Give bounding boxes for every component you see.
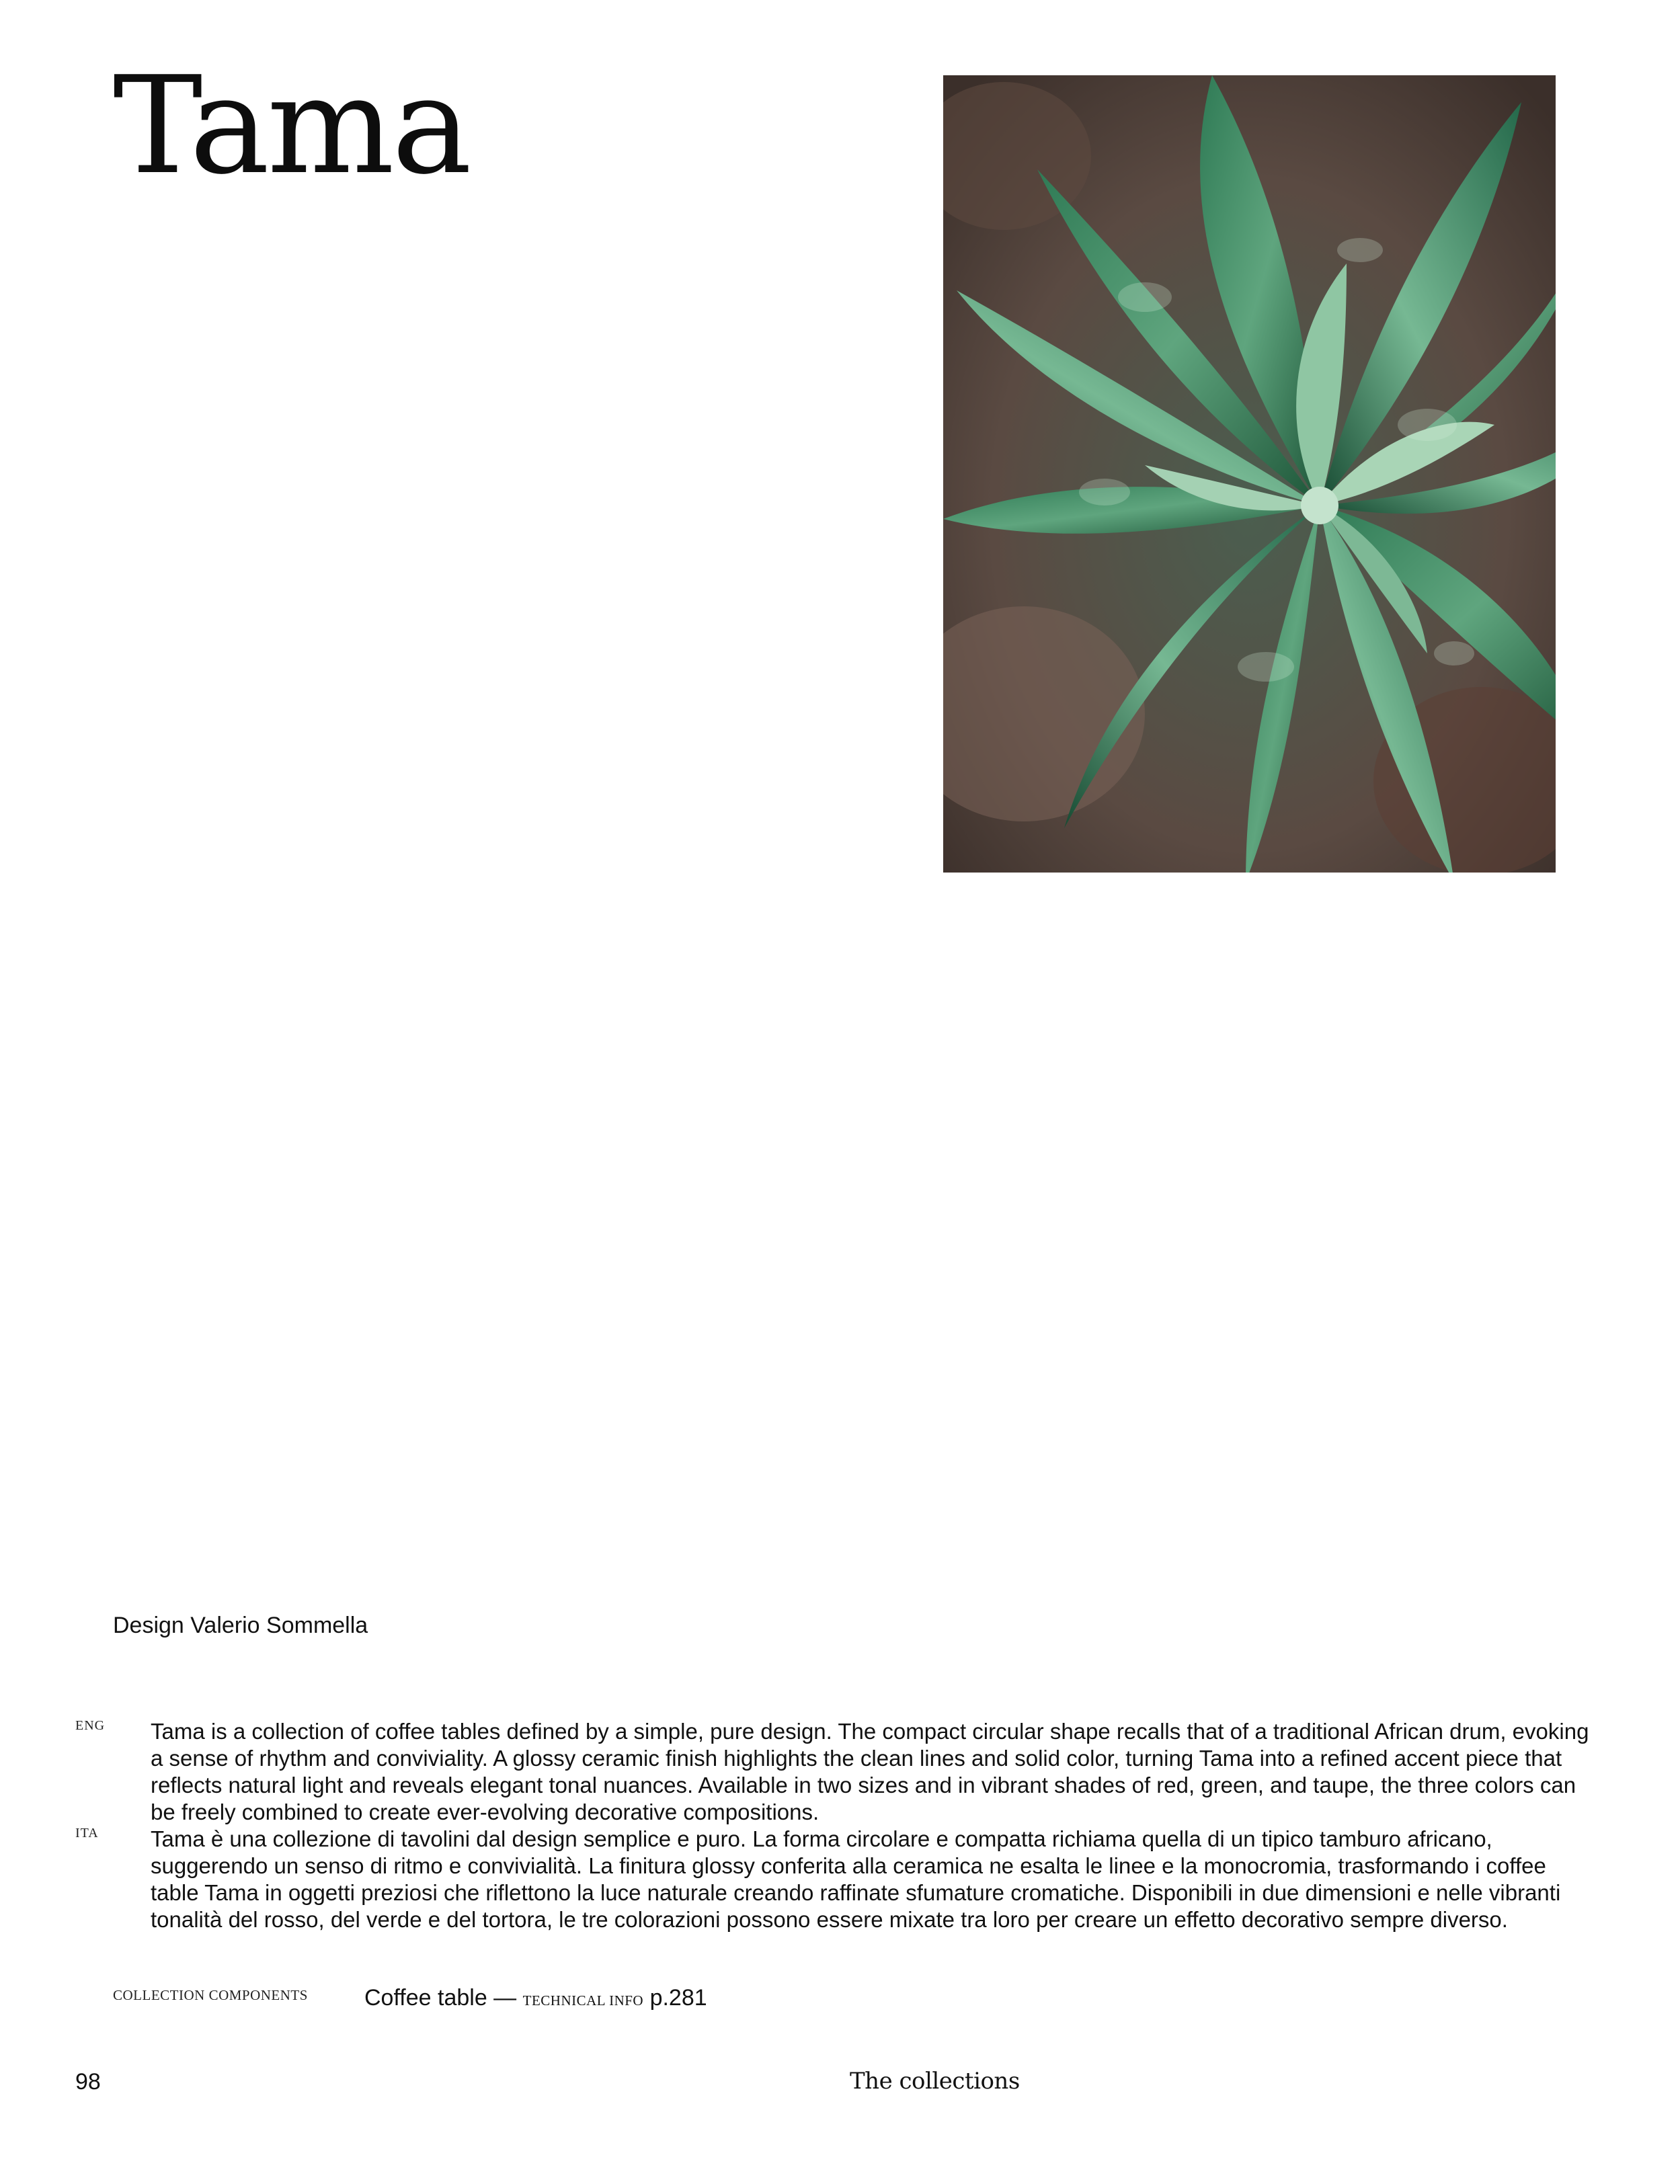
component-item: Coffee table — [364,1985,517,2011]
description-english: Tama is a collection of coffee tables defined by a simple, pure design. The compact circular shape recalls that of a traditional African drum, evoking a sense of rhythm and conviviality. A glossy ceramic finish highlights the clean lines and solid color, turning Tama into a refined accent piece that reflects natural light and reveals elegant tonal nuances. Available in two sizes and in vibrant shades of red, green, and taupe, the three colors can be freely combined to create ever-evolving decorative compositions. [151,1719,1589,1824]
page-title: Tama [113,48,469,204]
collection-components-label: COLLECTION COMPONENTS [113,1987,308,2003]
page-number: 98 [75,2069,101,2095]
technical-info-label: TECHNICAL INFO [522,1992,644,2009]
designer-credit: Design Valerio Sommella [113,1613,368,1638]
language-tag-eng: ENG [75,1718,106,1733]
agave-plant-photo [943,75,1556,873]
section-title: The collections [850,2068,1020,2095]
language-tag-ita: ITA [75,1826,99,1841]
technical-info-page-ref[interactable]: p.281 [649,1985,707,2011]
agave-illustration [943,75,1556,873]
collection-components [364,1983,707,2015]
description-italian: Tama è una collezione di tavolini dal design semplice e puro. La forma circolare e compatta richiama quella di un tipico tamburo africano, suggerendo un senso di ritmo e convivialità. La finitura glossy conferita alla ceramica ne esalta le linee e la monocromia, trasformando i coffee table Tama in oggetti preziosi che riflettono la luce naturale creando raffinate sfumature cromatiche. Disponibili in due dimensioni e nelle vibranti tonalità del rosso, del verde e del tortora, le tre colorazioni possono essere mixate tra loro per creare un effetto decorativo sempre diverso. [151,1826,1561,1932]
